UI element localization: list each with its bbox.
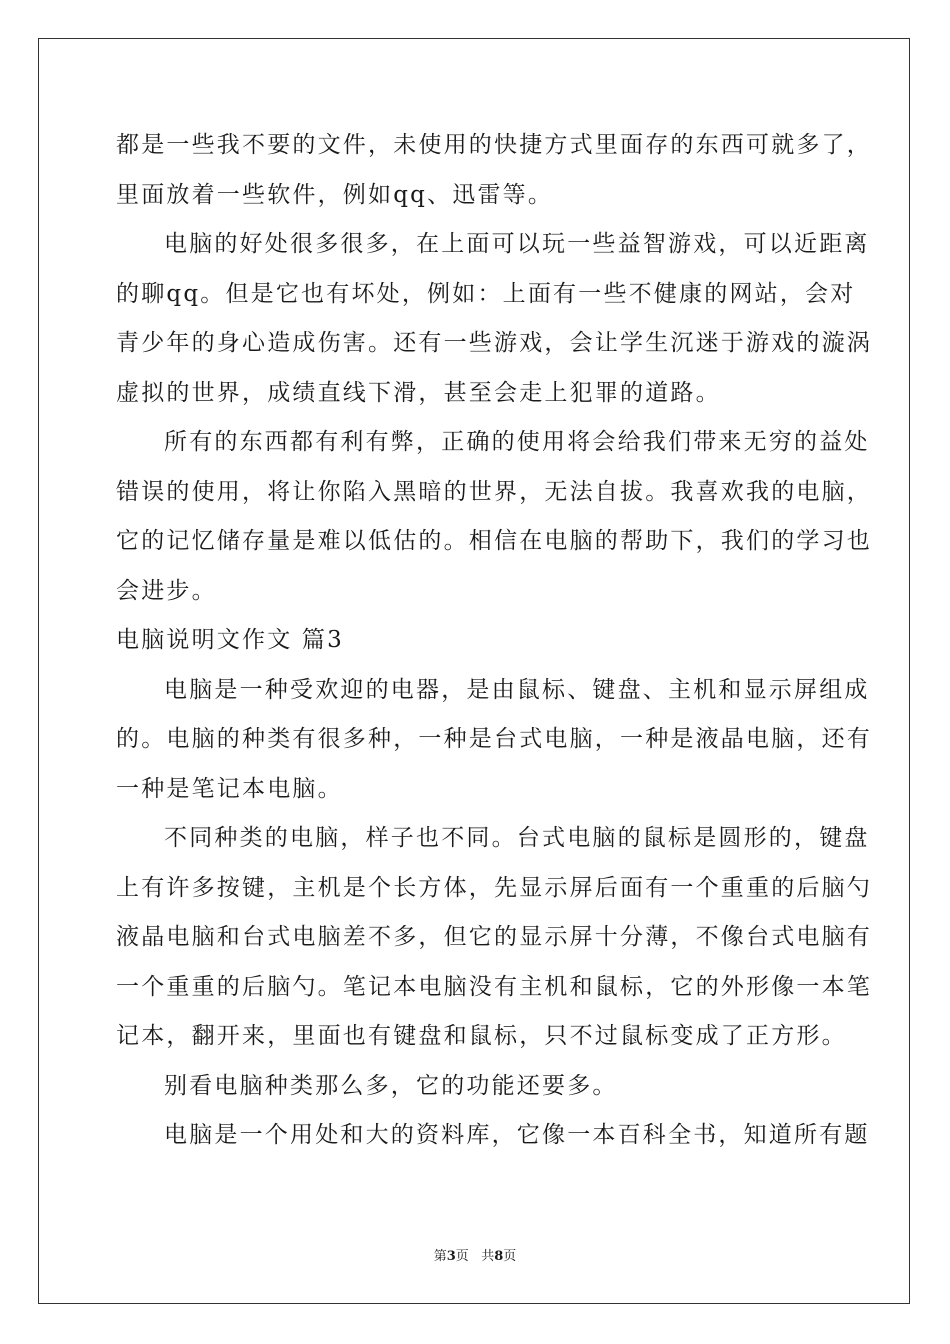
text-line: 里面放着一些软件，例如qq、迅雷等。 [116,181,554,208]
paragraph-start-line: 别看电脑种类那么多，它的功能还要多。 [164,1072,618,1099]
text-line: 虚拟的世界，成绩直线下滑，甚至会走上犯罪的道路。 [116,379,721,406]
text-line: 一个重重的后脑勺。笔记本电脑没有主机和鼠标，它的外形像一本笔 [116,973,872,1000]
text-line: 上有许多按键，主机是个长方体，先显示屏后面有一个重重的后脑勺 [116,874,872,901]
text-line: 的。电脑的种类有很多种，一种是台式电脑，一种是液晶电脑，还有 [116,726,872,752]
total-pages: 8 [494,1249,504,1264]
text-line: 的聊qq。但是它也有坏处，例如：上面有一些不健康的网站，会对 [116,280,856,307]
text-line: 记本，翻开来，里面也有键盘和鼠标，只不过鼠标变成了正方形。 [116,1023,847,1049]
text-line: 它的记忆储存量是难以低估的。相信在电脑的帮助下，我们的学习也 [116,528,872,554]
page-prefix: 第 [433,1249,447,1264]
text-line: 一种是笔记本电脑。 [116,775,343,802]
total-prefix: 共 [481,1249,495,1264]
text-line: 青少年的身心造成伤害。还有一些游戏，会让学生沉迷于游戏的漩涡 [116,330,872,356]
text-line: 液晶电脑和台式电脑差不多，但它的显示屏十分薄，不像台式电脑有 [116,924,872,950]
paragraph-start-line: 电脑是一种受欢迎的电器，是由鼠标、键盘、主机和显示屏组成 [164,676,870,703]
paragraph-start-line: 不同种类的电脑，样子也不同。台式电脑的鼠标是圆形的，键盘 [164,825,870,851]
page-footer [0,1245,950,1264]
section-heading: 电脑说明文作文 篇3 [116,627,344,653]
text-line: 会进步。 [116,577,217,604]
page-suffix: 页 [455,1249,469,1264]
page-number: 3 [446,1249,456,1264]
paragraph-start-line: 电脑的好处很多很多，在上面可以玩一些益智游戏，可以近距离 [164,231,870,257]
paragraph-start-line: 所有的东西都有利有弊，正确的使用将会给我们带来无穷的益处 [164,429,870,455]
text-line: 错误的使用，将让你陷入黑暗的世界，无法自拔。我喜欢我的电脑， [116,478,872,505]
text-line: 都是一些我不要的文件，未使用的快捷方式里面存的东西可就多了， [116,132,872,158]
document-body [116,128,872,1168]
paragraph-start-line: 电脑是一个用处和大的资料库，它像一本百科全书，知道所有题 [164,1122,870,1148]
total-suffix: 页 [503,1249,517,1264]
